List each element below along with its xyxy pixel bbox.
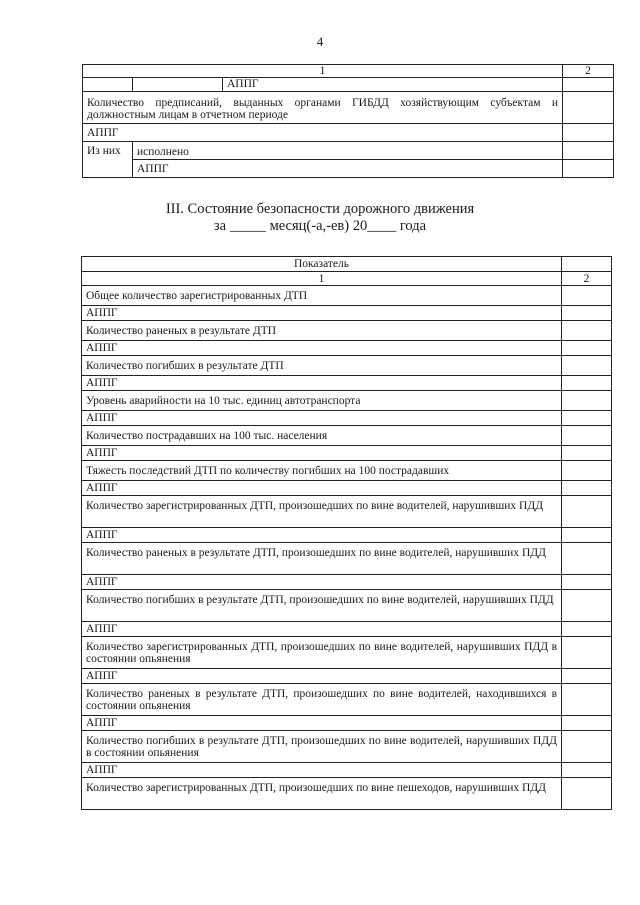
header-indicator: Показатель [82, 257, 562, 272]
appg-label: АППГ [223, 78, 563, 92]
column-number-row [83, 65, 614, 78]
prescriptions-label: Количество предписаний, выданных органами ГИБДД хозяйствующим субъектам и должностным лицам в отчетном периоде [83, 92, 563, 124]
value-cell[interactable] [563, 142, 614, 160]
value-cell[interactable] [562, 496, 612, 528]
indicator-label: Количество зарегистрированных ДТП, произошедших по вине водителей, нарушивших ПДД [82, 496, 562, 528]
column-number-1: 1 [83, 65, 563, 78]
appg-row [82, 376, 612, 391]
appg-label: АППГ [82, 669, 562, 684]
value-cell[interactable] [563, 124, 614, 142]
value-cell[interactable] [563, 92, 614, 124]
appg-label: АППГ [82, 306, 562, 321]
appg-label: АППГ [133, 160, 563, 178]
indicator-row [82, 731, 612, 763]
of-them-label: Из них [83, 142, 133, 178]
indicator-row [82, 321, 612, 341]
appg-row [82, 575, 612, 590]
value-cell[interactable] [562, 637, 612, 669]
value-cell[interactable] [563, 78, 614, 92]
road-safety-table [81, 256, 612, 810]
appg-row [82, 528, 612, 543]
appg-label: АППГ [82, 341, 562, 356]
value-cell[interactable] [562, 684, 612, 716]
indicator-row [82, 286, 612, 306]
value-cell[interactable] [562, 590, 612, 622]
indicator-label: Уровень аварийности на 10 тыс. единиц автотранспорта [82, 391, 562, 411]
value-cell[interactable] [562, 716, 612, 731]
column-number-row [82, 272, 612, 286]
appg-label: АППГ [83, 124, 563, 142]
appg-row [82, 763, 612, 778]
appg-row [82, 716, 612, 731]
appg-row [83, 160, 614, 178]
indicator-label: Количество погибших в результате ДТП, произошедших по вине водителей, нарушивших ПДД [82, 590, 562, 622]
value-cell[interactable] [562, 446, 612, 461]
indicator-row [82, 391, 612, 411]
indicator-row [82, 778, 612, 810]
column-number-1: 1 [82, 272, 562, 286]
column-number-2: 2 [563, 65, 614, 78]
indicator-row [82, 496, 612, 528]
indicator-rows [82, 286, 612, 810]
value-cell[interactable] [562, 321, 612, 341]
indicator-label: Количество погибших в результате ДТП, произошедших по вине водителей, нарушивших ПДД в состоянии опьянения [82, 731, 562, 763]
indicator-row [82, 356, 612, 376]
appg-label: АППГ [82, 446, 562, 461]
value-cell[interactable] [562, 286, 612, 306]
value-cell[interactable] [562, 341, 612, 356]
appg-row [82, 306, 612, 321]
appg-label: АППГ [82, 376, 562, 391]
value-cell[interactable] [562, 391, 612, 411]
indicator-label: Количество зарегистрированных ДТП, произошедших по вине пешеходов, нарушивших ПДД [82, 778, 562, 810]
indicator-label: Количество раненых в результате ДТП [82, 321, 562, 341]
appg-label: АППГ [82, 622, 562, 637]
executed-label: исполнено [133, 142, 563, 160]
appg-label: АППГ [82, 575, 562, 590]
appg-row [82, 622, 612, 637]
appg-label: АППГ [82, 763, 562, 778]
appg-label: АППГ [82, 481, 562, 496]
value-cell[interactable] [562, 528, 612, 543]
indicator-row [82, 590, 612, 622]
appg-row [82, 446, 612, 461]
prescriptions-row [83, 92, 614, 124]
column-number-2: 2 [562, 272, 612, 286]
indicator-label: Количество погибших в результате ДТП [82, 356, 562, 376]
value-cell[interactable] [562, 356, 612, 376]
value-cell[interactable] [562, 763, 612, 778]
header-row [82, 257, 612, 272]
indicator-label: Тяжесть последствий ДТП по количеству погибших на 100 пострадавших [82, 461, 562, 481]
appg-label: АППГ [82, 411, 562, 426]
appg-row [82, 411, 612, 426]
executed-row [83, 142, 614, 160]
appg-row [82, 669, 612, 684]
page-number: 4 [316, 34, 324, 49]
value-cell[interactable] [562, 622, 612, 637]
value-cell[interactable] [562, 575, 612, 590]
appg-label: АППГ [82, 528, 562, 543]
value-cell[interactable] [562, 461, 612, 481]
value-cell[interactable] [562, 376, 612, 391]
value-cell[interactable] [562, 731, 612, 763]
appg-row [82, 481, 612, 496]
value-cell[interactable] [562, 306, 612, 321]
section-title: III. Состояние безопасности дорожного движения [165, 201, 475, 217]
indicator-row [82, 543, 612, 575]
prescriptions-table [82, 64, 614, 178]
appg-row [82, 341, 612, 356]
value-cell[interactable] [562, 669, 612, 684]
indicator-label: Количество раненых в результате ДТП, произошедших по вине водителей, нарушивших ПДД [82, 543, 562, 575]
indicator-row [82, 637, 612, 669]
indicator-row [82, 461, 612, 481]
appg-row [83, 124, 614, 142]
indicator-row [82, 684, 612, 716]
indicator-row [82, 426, 612, 446]
appg-row [83, 78, 614, 92]
value-cell[interactable] [562, 481, 612, 496]
value-cell[interactable] [562, 543, 612, 575]
indicator-label: Количество раненых в результате ДТП, произошедших по вине водителей, находившихся в состоянии опьянения [82, 684, 562, 716]
indicator-label: Количество пострадавших на 100 тыс. населения [82, 426, 562, 446]
value-cell[interactable] [562, 778, 612, 810]
value-cell[interactable] [563, 160, 614, 178]
indicator-label: Количество зарегистрированных ДТП, произошедших по вине водителей, нарушивших ПДД в состоянии опьянения [82, 637, 562, 669]
period-line: за _____ месяц(-а,-ев) 20____ года [213, 218, 427, 234]
indicator-label: Общее количество зарегистрированных ДТП [82, 286, 562, 306]
value-cell[interactable] [562, 411, 612, 426]
appg-label: АППГ [82, 716, 562, 731]
value-cell[interactable] [562, 426, 612, 446]
